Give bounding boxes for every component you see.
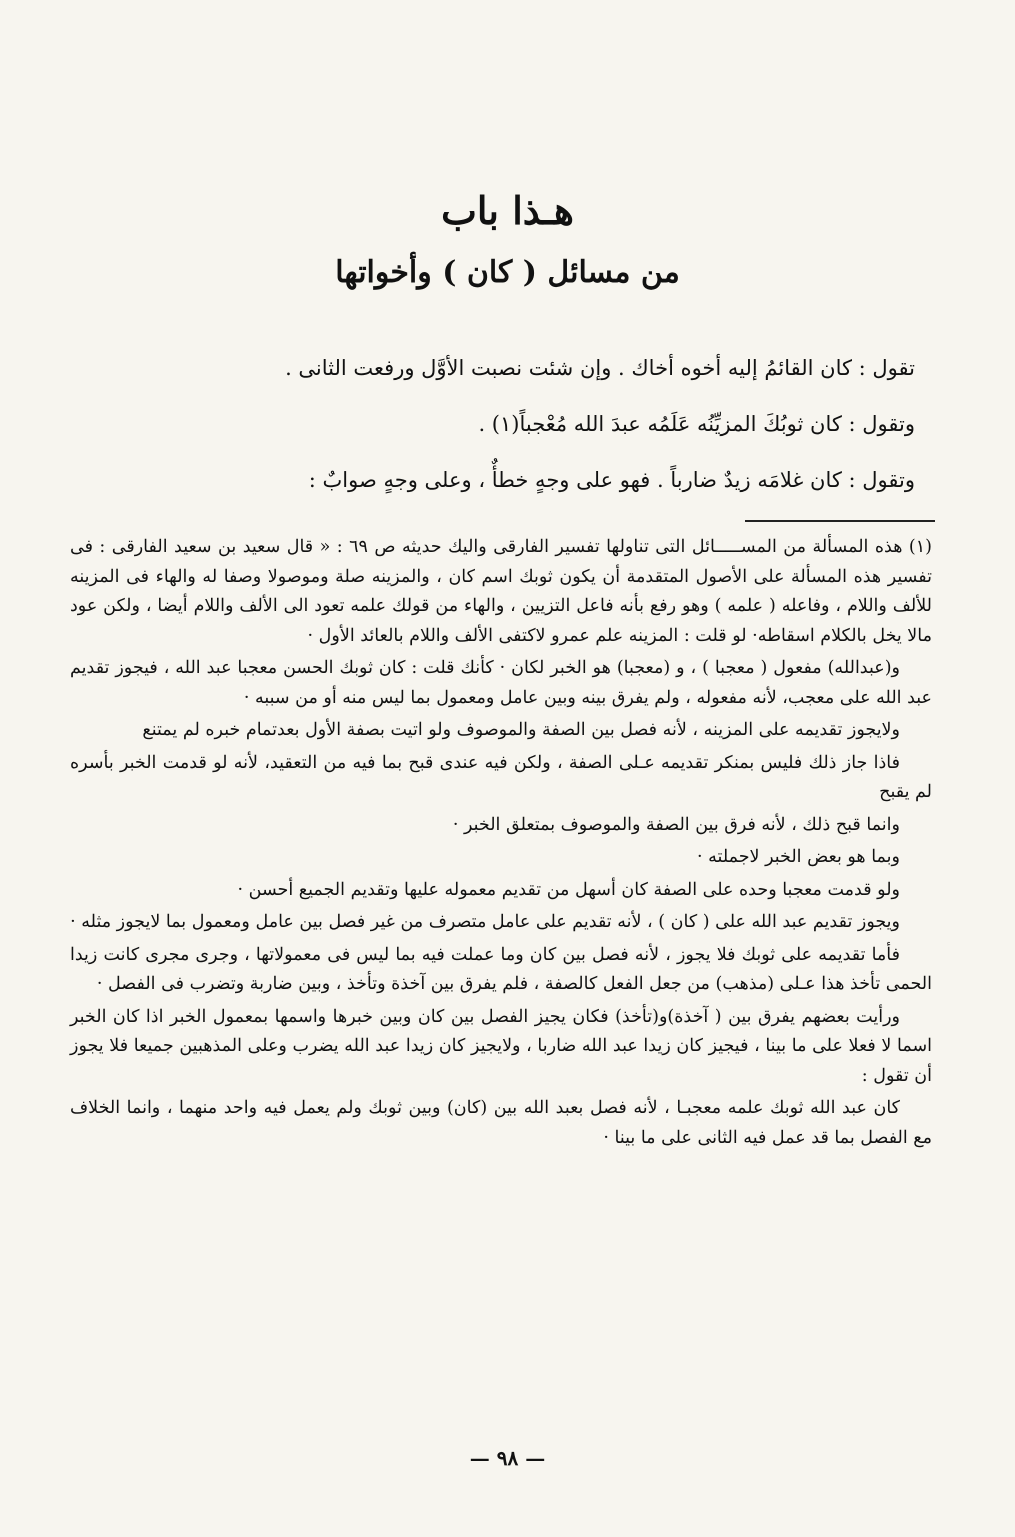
footnote-separator: [745, 520, 935, 522]
footnote-paragraph: ويجوز تقديم عبد الله على ( كان ) ، لأنه تقديم على عامل متصرف من غير فصل بين عامل ومعمول بما لايجوز مثله ·: [70, 912, 900, 932]
footnote-paragraph: كان عبد الله ثوبك علمه معجبـا ، لأنه فصل بعبد الله بين (كان) وبين ثوبك ولم يعمل فيه واحد منهما ، وانما الخلاف مع الفصل بما قد عمل فيه الثانى على ما بينا ·: [70, 1098, 932, 1148]
footnote-paragraph: وانما قبح ذلك ، لأنه فرق بين الصفة والموصوف بمتعلق الخبر ·: [452, 814, 900, 835]
main-text-line: تقول : كان القائمُ إليه أخوه أخاك . وإن شئت نصبت الأوَّل ورفعت الثانى .: [285, 356, 915, 380]
main-text-line: وتقول : كان غلامَه زيدٌ ضارباً . فهو على وجهٍ خطأٌ ، وعلى وجهٍ صوابٌ :: [308, 468, 915, 492]
footnote-paragraph: ورأيت بعضهم يفرق بين ( آخذة)و(تأخذ) فكان يجيز الفصل بين كان وبين خبرها واسمها بمعمول الخبر اذا كان الخبر اسما لا فعلا على ما بينا ، فيجيز كان زيدا عبد الله ضاربا ، ولايجيز كان زيدا عبد الله يضرب وعلى المذهبين جميعا فلا يجوز أن تقول :: [70, 1006, 932, 1086]
chapter-subtitle: من مسائل ( كان ) وأخواتها: [335, 255, 680, 290]
footnote-paragraph: فاذا جاز ذلك فليس بمنكر تقديمه عـلى الصفة ، ولكن فيه عندى قبح بما فيه من التعقيد، لأنه لو قدمت الخبر بأسره لم يقبح: [70, 752, 932, 802]
main-text-line: وتقول : كان ثوبُكَ المزيِّنُه عَلَمُه عبدَ الله مُعْجباً(١) .: [478, 412, 915, 436]
footnote-paragraph: فأما تقديمه على ثوبك فلا يجوز ، لأنه فصل بين كان وما عملت فيه بما ليس فى معمولاتها ، وجرى مجرى كانت زيدا الحمى تأخذ هذا عـلى (مذهب) من جعل الفعل كالصفة ، فلم يفرق بين آخذة وتأخذ ، وبين ضاربة وتضرب فى الفصل ·: [70, 944, 932, 994]
main-text: [200, 340, 915, 508]
chapter-title: هـذا باب: [441, 188, 574, 233]
footnote-paragraph: وبما هو بعض الخبر لاجملته ·: [697, 847, 900, 867]
footnote-paragraph: ولو قدمت معجبا وحده على الصفة كان أسهل من تقديم معموله عليها وتقديم الجميع أحسن ·: [237, 879, 900, 900]
footnote-paragraph: (١) هذه المسألة من المســـــائل التى تناولها تفسير الفارقى واليك حديثه ص ٦٩ : « قال سعيد بن سعيد الفارقى : فى تفسير هذه المسألة على الأصول المتقدمة أن يكون ثوبك اسم كان ، والمزينه صلة وموصولا وصفا له والهاء فى المزينه للألف واللام ، وفاعله ( علمه ) وهو رفع بأنه فاعل التزيين ، والهاء من قولك علمه تعود الى الألف واللام أيضا ، ولكن عود مالا يخل بالكلام اسقاطه· لو قلت : المزينه علم عمرو لاكتفى الألف واللام بالعائد الأول ·: [70, 537, 932, 646]
footnotes: [70, 533, 932, 1156]
footnote-paragraph: ولايجوز تقديمه على المزينه ، لأنه فصل بين الصفة والموصوف ولو اتيت بصفة الأول بعدتمام خبره لم يمتنع: [142, 720, 900, 740]
footnote-paragraph: و(عبدالله) مفعول ( معجبا ) ، و (معجبا) هو الخبر لكان · كأنك قلت : كان ثوبك الحسن معجبا عبد الله ، فيجوز تقديم عبد الله على معجب، لأنه مفعوله ، ولم يفرق بينه وبين عامل ومعمول بما ليس منه أو من سببه ·: [70, 658, 932, 708]
page-number: — ٩٨ —: [469, 1446, 546, 1470]
